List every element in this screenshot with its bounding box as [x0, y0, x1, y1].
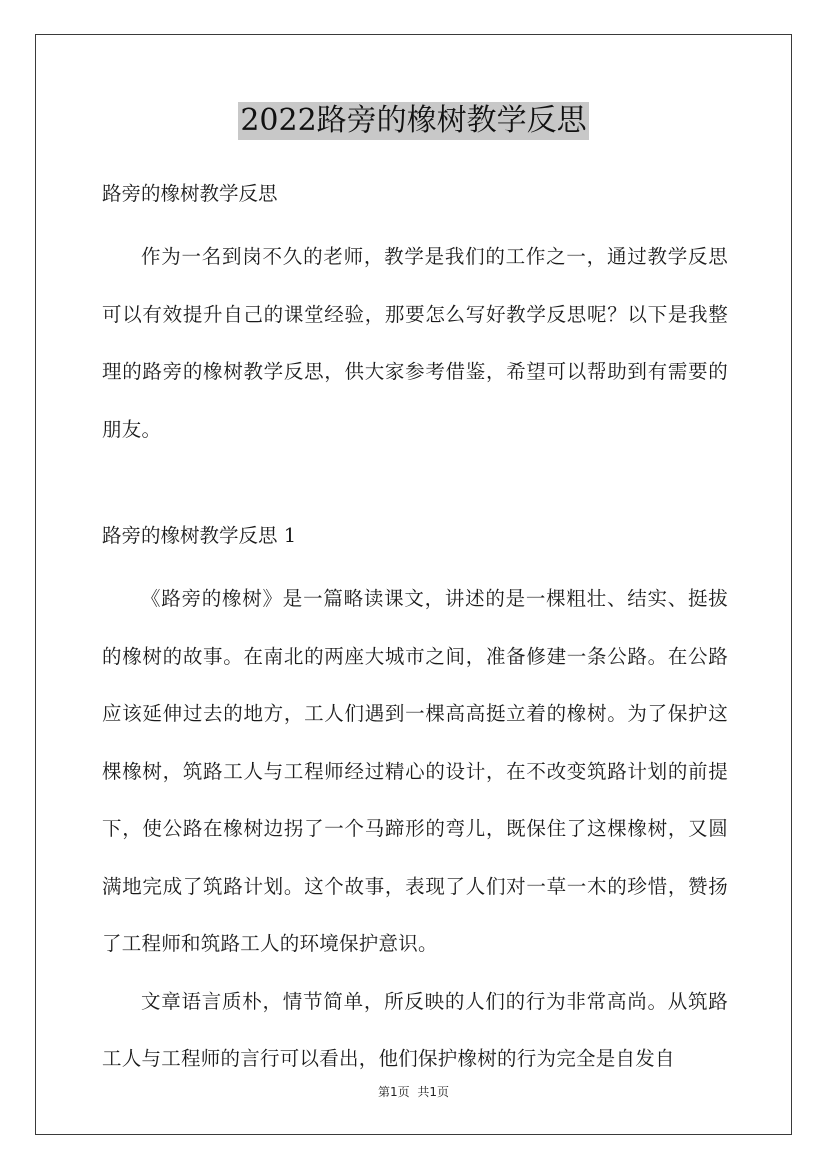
- intro-paragraph: 作为一名到岗不久的老师，教学是我们的工作之一，通过教学反思可以有效提升自己的课堂经验，那要怎么写好教学反思呢？以下是我整理的路旁的橡树教学反思，供大家参考借鉴，希望可以帮助到有需要的朋友。: [102, 245, 728, 441]
- body-paragraph: 《路旁的橡树》是一篇略读课文，讲述的是一棵粗壮、结实、挺拔的橡树的故事。在南北的两座大城市之间，准备修建一条公路。在公路应该延伸过去的地方，工人们遇到一棵高高挺立着的橡树。为了保护这棵橡树，筑路工人与工程师经过精心的设计，在不改变筑路计划的前提下，使公路在橡树边拐了一个马蹄形的弯儿，既保住了这棵橡树，又圆满地完成了筑路计划。这个故事，表现了人们对一草一木的珍惜，赞扬了工程师和筑路工人的环境保护意识。: [102, 587, 728, 955]
- title-container: [0, 102, 827, 140]
- page-footer: [0, 1084, 827, 1100]
- body-paragraph: 文章语言质朴，情节简单，所反映的人们的行为非常高尚。从筑路工人与工程师的言行可以看出，他们保护橡树的行为完全是自发自: [102, 989, 728, 1070]
- document-title: 2022路旁的橡树教学反思: [240, 103, 587, 138]
- section-spacer: [102, 458, 728, 514]
- section-heading-1: 路旁的橡树教学反思 1: [102, 524, 297, 547]
- page-total: 共1页: [417, 1085, 449, 1099]
- page-number: 第1页: [378, 1085, 410, 1099]
- document-body: [102, 172, 728, 1088]
- main-heading: 路旁的橡树教学反思: [102, 182, 278, 205]
